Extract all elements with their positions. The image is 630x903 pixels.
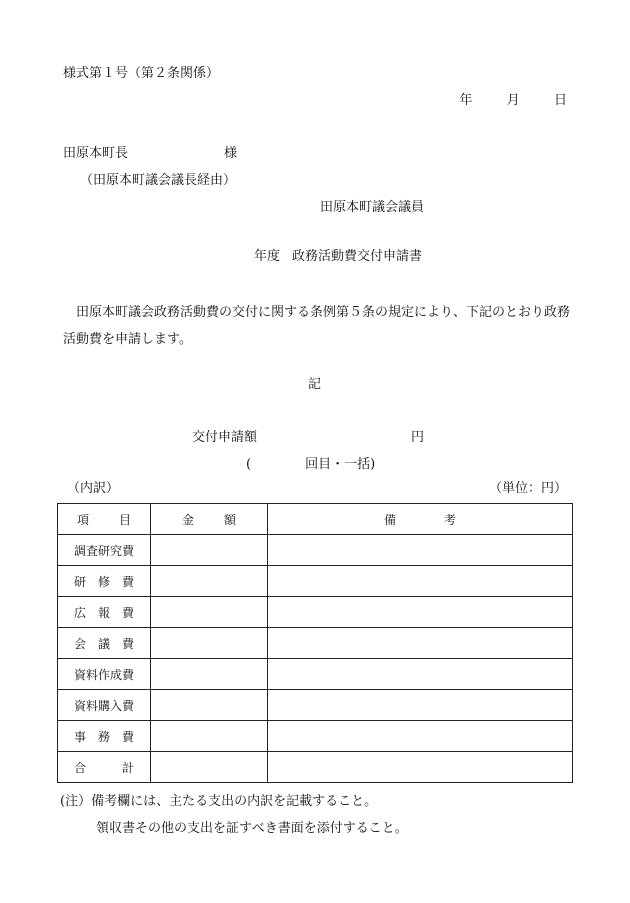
amount-cell[interactable] <box>151 659 268 690</box>
row-label: 会 議 費 <box>58 628 151 659</box>
row-label: 研 修 費 <box>58 566 151 597</box>
table-row <box>58 721 573 752</box>
row-label: 広 報 費 <box>58 597 151 628</box>
amount-cell[interactable] <box>151 752 268 783</box>
date-day: 日 <box>553 93 567 108</box>
table-row <box>58 628 573 659</box>
header-amount: 金 額 <box>151 504 268 535</box>
installment-line <box>246 457 375 473</box>
addressee-honorific: 様 <box>224 146 238 161</box>
row-label: 事 務 費 <box>58 721 151 752</box>
table-row <box>58 597 573 628</box>
title-main: 政務活動費交付申請書 <box>292 249 423 264</box>
table-row <box>58 566 573 597</box>
sender: 田原本町議会議員 <box>320 200 425 215</box>
table-row <box>58 535 573 566</box>
installment-open: ( <box>246 457 252 472</box>
remarks-cell[interactable] <box>268 752 573 783</box>
remarks-cell[interactable] <box>268 535 573 566</box>
header-remarks: 備 考 <box>268 504 573 535</box>
form-number: 様式第１号（第２条関係） <box>63 66 220 81</box>
table-row <box>58 659 573 690</box>
title-prefix: 年度 <box>254 249 281 264</box>
row-label: 合 計 <box>58 752 151 783</box>
amount-cell[interactable] <box>151 535 268 566</box>
row-label: 資料購入費 <box>58 690 151 721</box>
date-month: 月 <box>506 93 520 108</box>
amount-cell[interactable] <box>151 566 268 597</box>
header-item: 項 目 <box>58 504 151 535</box>
remarks-cell[interactable] <box>268 690 573 721</box>
remarks-cell[interactable] <box>268 721 573 752</box>
unit-label: （単位：円） <box>488 481 567 496</box>
amount-cell[interactable] <box>151 628 268 659</box>
amount-row <box>192 430 424 446</box>
addressee-name: 田原本町長 <box>63 146 129 161</box>
table-row <box>58 690 573 721</box>
remarks-cell[interactable] <box>268 597 573 628</box>
remarks-cell[interactable] <box>268 659 573 690</box>
remarks-cell[interactable] <box>268 628 573 659</box>
body-text: 田原本町議会政務活動費の交付に関する条例第５条の規定により、下記のとおり政務活動費を申請します。 <box>63 305 571 347</box>
addressee <box>63 146 237 162</box>
amount-unit: 円 <box>411 430 425 445</box>
note-line-2: 領収書その他の支出を証すべき書面を添付すること。 <box>96 821 408 836</box>
document-title <box>254 249 422 265</box>
amount-cell[interactable] <box>151 597 268 628</box>
amount-cell[interactable] <box>151 721 268 752</box>
breakdown-label: （内訳） <box>67 481 120 496</box>
table-row-total <box>58 752 573 783</box>
amount-cell[interactable] <box>151 690 268 721</box>
breakdown-table <box>57 503 573 783</box>
row-label: 調査研究費 <box>58 535 151 566</box>
ki-heading: 記 <box>308 377 322 392</box>
table-header-row <box>58 504 573 535</box>
remarks-cell[interactable] <box>268 566 573 597</box>
amount-label: 交付申請額 <box>192 430 258 445</box>
via-line: （田原本町議会議長経由） <box>80 173 237 188</box>
installment-text: 回目・一括) <box>305 457 376 472</box>
date-year: 年 <box>459 93 473 108</box>
note-line-1: (注）備考欄には、主たる支出の内訳を記載すること。 <box>60 794 378 809</box>
date-line <box>459 93 567 109</box>
row-label: 資料作成費 <box>58 659 151 690</box>
